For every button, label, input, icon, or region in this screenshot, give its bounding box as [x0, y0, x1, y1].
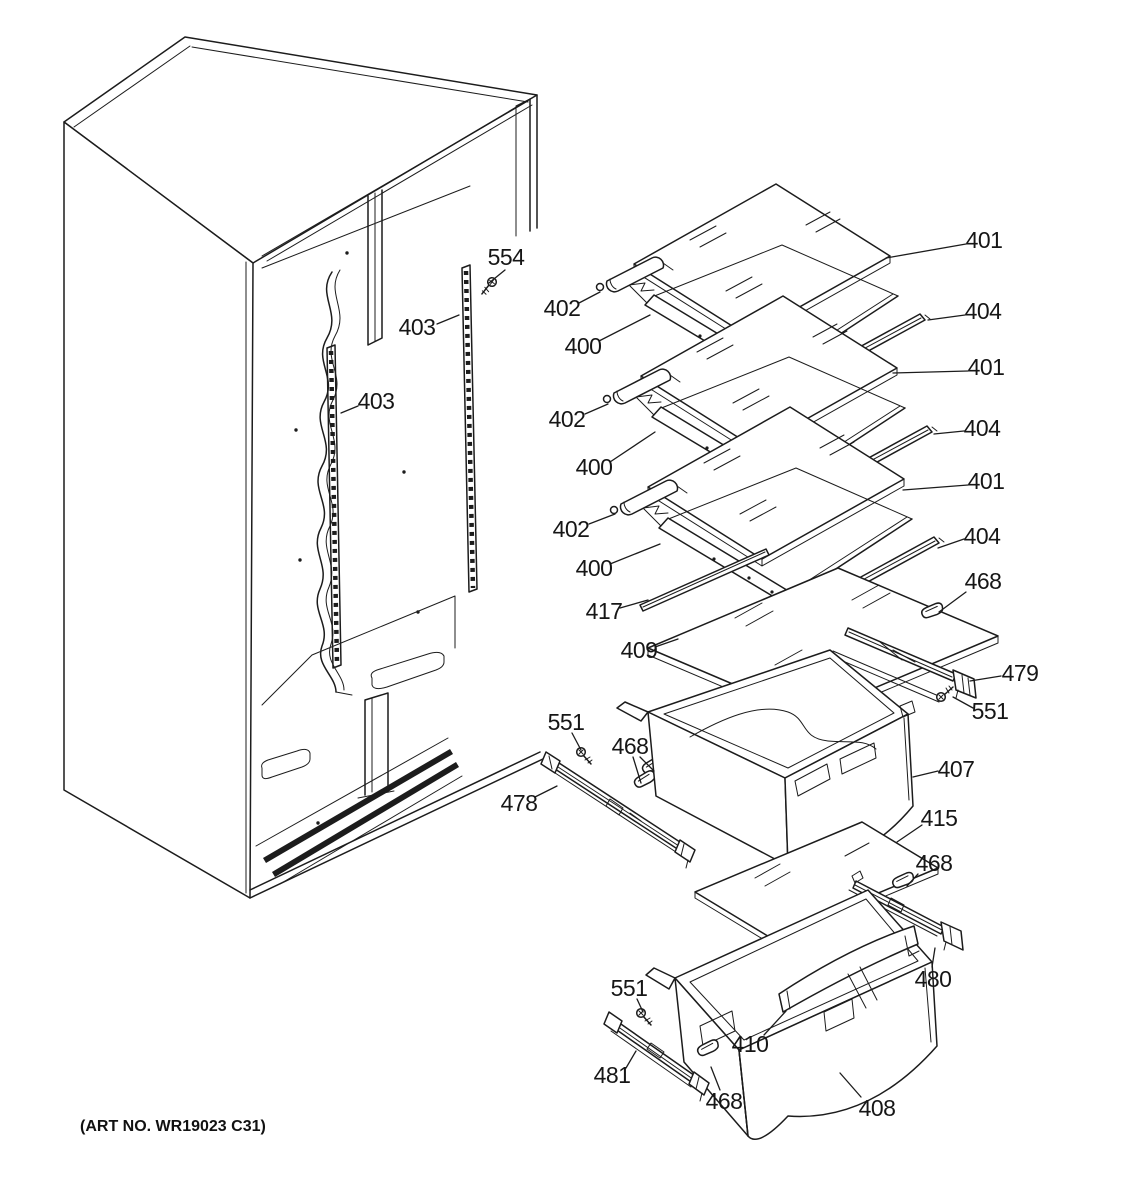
- svg-text:403: 403: [357, 388, 395, 414]
- svg-text:404: 404: [964, 298, 1002, 324]
- svg-text:408: 408: [858, 1095, 896, 1121]
- svg-text:401: 401: [967, 354, 1005, 380]
- svg-text:468: 468: [915, 850, 953, 876]
- svg-text:410: 410: [731, 1031, 769, 1057]
- svg-text:478: 478: [500, 790, 538, 816]
- svg-text:551: 551: [547, 709, 585, 735]
- svg-text:480: 480: [914, 966, 952, 992]
- svg-text:481: 481: [593, 1062, 631, 1088]
- svg-text:402: 402: [543, 295, 581, 321]
- svg-text:402: 402: [552, 516, 590, 542]
- svg-text:468: 468: [964, 568, 1002, 594]
- svg-text:407: 407: [937, 756, 975, 782]
- svg-text:400: 400: [575, 555, 613, 581]
- svg-text:404: 404: [963, 523, 1001, 549]
- svg-text:551: 551: [610, 975, 648, 1001]
- svg-text:401: 401: [967, 468, 1005, 494]
- svg-text:479: 479: [1001, 660, 1039, 686]
- svg-text:401: 401: [965, 227, 1003, 253]
- svg-text:400: 400: [575, 454, 613, 480]
- svg-text:468: 468: [705, 1088, 743, 1114]
- art-number: (ART NO. WR19023 C31): [80, 1118, 266, 1135]
- svg-text:415: 415: [920, 805, 958, 831]
- svg-text:402: 402: [548, 406, 586, 432]
- svg-text:551: 551: [971, 698, 1009, 724]
- svg-text:403: 403: [398, 314, 436, 340]
- svg-text:468: 468: [611, 733, 649, 759]
- svg-text:409: 409: [620, 637, 658, 663]
- svg-text:554: 554: [487, 244, 525, 270]
- svg-text:417: 417: [585, 598, 623, 624]
- svg-text:404: 404: [963, 415, 1001, 441]
- svg-text:400: 400: [564, 333, 602, 359]
